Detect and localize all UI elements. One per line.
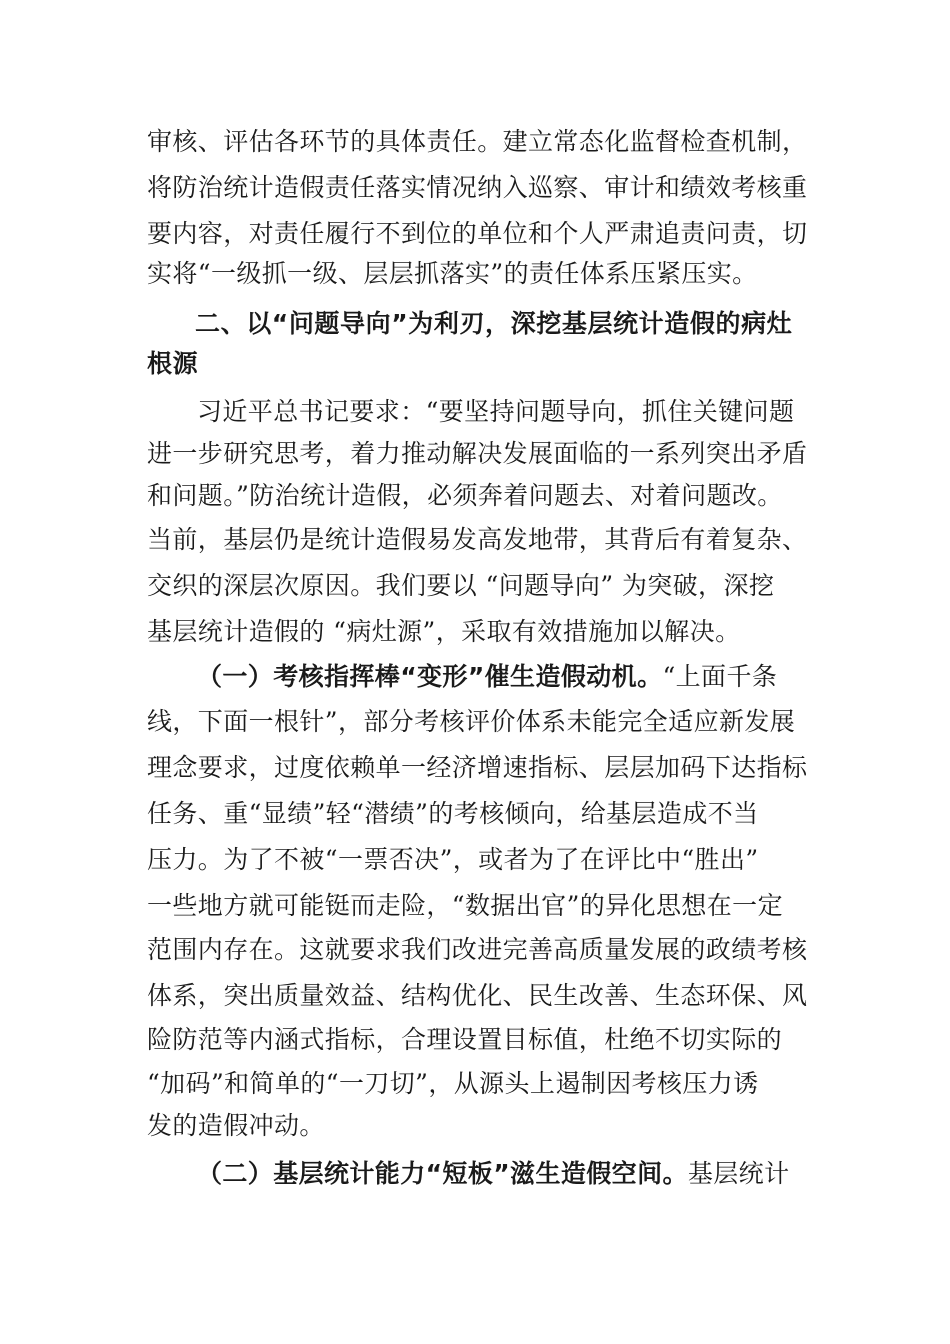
paragraph-line: 实将“一级抓一级、层层抓落实”的责任体系压紧压实。: [147, 259, 758, 288]
paragraph-line: 理念要求，过度依赖单一经济增速指标、层层加码下达指标: [147, 753, 808, 782]
section-heading-continued: 根源: [147, 349, 199, 378]
subsection-heading: （二）基层统计能力“短板”滋生造假空间。: [197, 1159, 688, 1188]
subsection-line: [197, 662, 867, 692]
subsection-line: [197, 1159, 867, 1189]
paragraph-line: 审核、评估各环节的具体责任。建立常态化监督检查机制，: [147, 127, 808, 156]
paragraph-line: 范围内存在。这就要求我们改进完善高质量发展的政绩考核: [147, 935, 808, 964]
paragraph-line: 习近平总书记要求：“要坚持问题导向，抓住关键问题: [197, 397, 795, 426]
paragraph-line: 险防范等内涵式指标，合理设置目标值，杜绝不切实际的: [147, 1025, 783, 1054]
paragraph-line: 基层统计造假的 “病灶源”，采取有效措施加以解决。: [147, 617, 741, 646]
paragraph-line: 进一步研究思考，着力推动解决发展面临的一系列突出矛盾: [147, 439, 808, 468]
paragraph-line: 压力。为了不被“一票否决”，或者为了在评比中“胜出”: [147, 845, 759, 874]
paragraph-line: “加码”和简单的“一刀切”，从源头上遏制因考核压力诱: [147, 1069, 759, 1098]
paragraph-line: 任务、重“显绩”轻“潜绩”的考核倾向，给基层造成不当: [147, 799, 759, 828]
subsection-text: “上面千条: [662, 662, 778, 691]
subsection-heading: （一）考核指挥棒“变形”催生造假动机。: [197, 662, 663, 691]
paragraph-line: 当前，基层仍是统计造假易发高发地带，其背后有着复杂、: [147, 525, 808, 554]
subsection-text: 基层统计: [687, 1159, 790, 1188]
section-heading: 二、以“问题导向”为利刃，深挖基层统计造假的病灶: [195, 309, 793, 338]
paragraph-line: 体系，突出质量效益、结构优化、民生改善、生态环保、风: [147, 981, 808, 1010]
paragraph-line: 一些地方就可能铤而走险，“数据出官”的异化思想在一定: [147, 891, 783, 920]
paragraph-line: 交织的深层次原因。我们要以 “问题导向” 为突破，深挖: [147, 571, 775, 600]
paragraph-line: 将防治统计造假责任落实情况纳入巡察、审计和绩效考核重: [147, 173, 808, 202]
paragraph-line: 和问题。”防治统计造假，必须奔着问题去、对着问题改。: [147, 481, 783, 510]
paragraph-line: 要内容，对责任履行不到位的单位和个人严肃追责问责，切: [147, 219, 808, 248]
paragraph-line: 发的造假冲动。: [147, 1111, 325, 1140]
paragraph-line: 线，下面一根针”，部分考核评价体系未能完全适应新发展: [147, 707, 796, 736]
